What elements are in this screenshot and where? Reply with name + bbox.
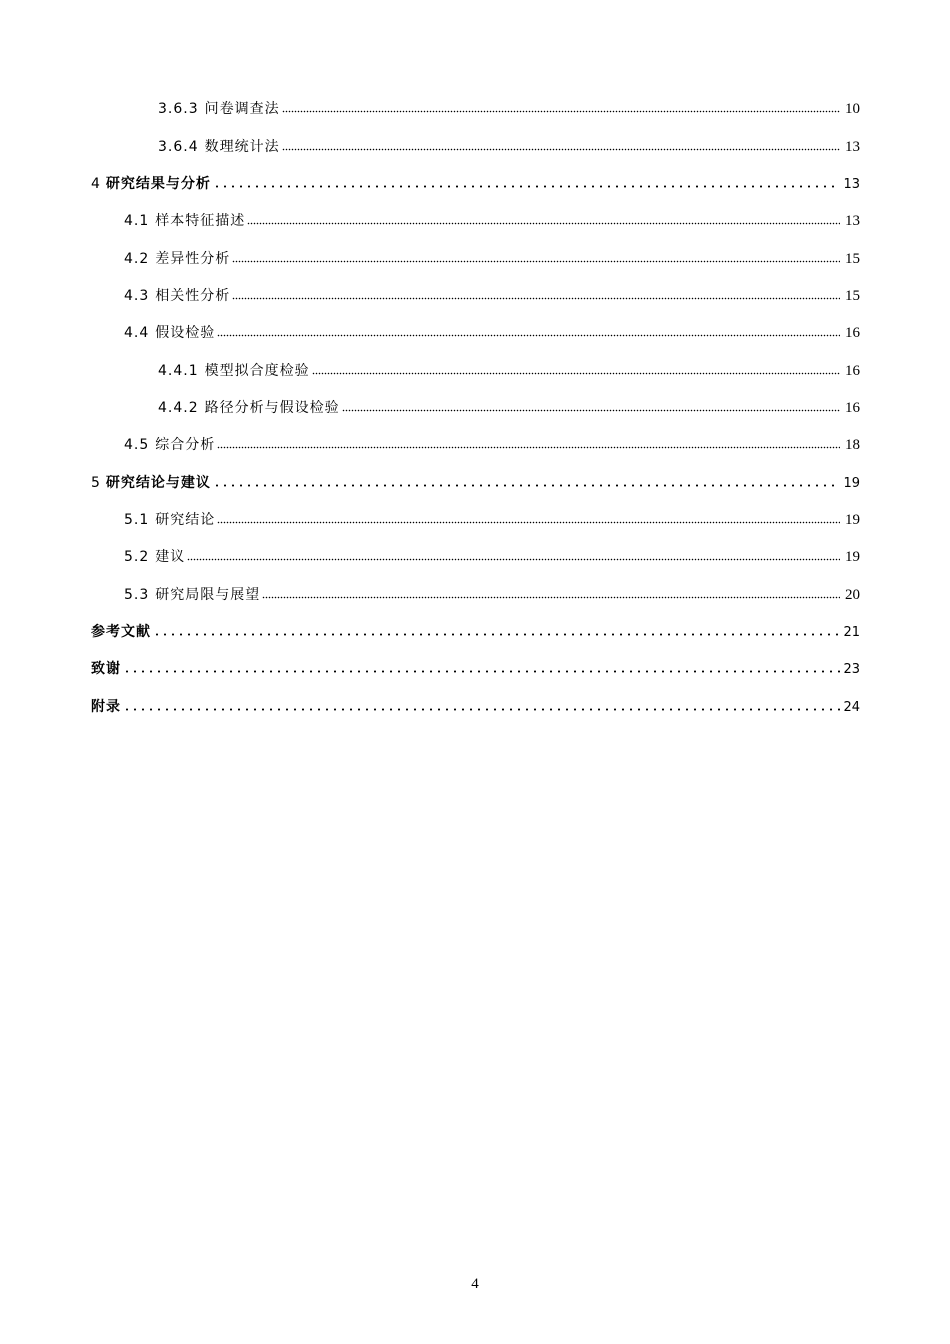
toc-entry-number: 4.4.1 bbox=[158, 363, 199, 379]
toc-entry-number: 4.2 bbox=[124, 251, 150, 267]
toc-entry[interactable] bbox=[124, 321, 860, 345]
toc-entry[interactable] bbox=[91, 657, 860, 681]
toc-entry-title: 致谢 bbox=[91, 661, 121, 677]
toc-entry[interactable] bbox=[124, 247, 860, 271]
toc-entry-page: 21 bbox=[843, 625, 860, 640]
toc-leader-dots bbox=[153, 630, 840, 638]
toc-entry[interactable] bbox=[158, 359, 860, 383]
toc-leader-dots bbox=[282, 107, 840, 115]
toc-leader-dots bbox=[187, 555, 840, 563]
toc-entry-number: 3.6.3 bbox=[158, 101, 199, 117]
toc-entry-page: 19 bbox=[845, 512, 860, 528]
toc-entry-title: 样本特征描述 bbox=[155, 213, 246, 229]
toc-entry-page: 13 bbox=[845, 213, 860, 229]
toc-entry-number: 4.4.2 bbox=[158, 400, 199, 416]
toc-entry[interactable] bbox=[124, 583, 860, 607]
toc-entry-title: 假设检验 bbox=[155, 325, 216, 341]
toc-leader-dots bbox=[213, 182, 840, 190]
toc-leader-dots bbox=[217, 443, 840, 451]
toc-leader-dots bbox=[123, 667, 840, 675]
toc-entry-page: 24 bbox=[843, 700, 860, 715]
toc-entry-page: 20 bbox=[845, 587, 860, 603]
toc-entry[interactable] bbox=[91, 695, 860, 719]
toc-entry-page: 15 bbox=[845, 251, 860, 267]
toc-entry-number: 4.4 bbox=[124, 325, 150, 341]
toc-entry-page: 16 bbox=[845, 400, 860, 416]
toc-entry-title: 研究结论与建议 bbox=[105, 475, 211, 491]
toc-entry-title: 附录 bbox=[91, 699, 121, 715]
toc-entry-title: 路径分析与假设检验 bbox=[204, 400, 340, 416]
toc-entry[interactable] bbox=[124, 545, 860, 569]
toc-entry[interactable] bbox=[158, 135, 860, 159]
toc-entry[interactable] bbox=[124, 209, 860, 233]
toc-entry[interactable] bbox=[158, 97, 860, 121]
toc-entry-title: 相关性分析 bbox=[155, 288, 231, 304]
toc-entry-number: 4 bbox=[91, 176, 101, 192]
toc-leader-dots bbox=[262, 593, 840, 601]
toc-entry[interactable] bbox=[124, 433, 860, 457]
toc-entry-page: 10 bbox=[845, 101, 860, 117]
toc-entry[interactable] bbox=[91, 620, 860, 644]
toc-entry-number: 5.1 bbox=[124, 512, 150, 528]
toc-entry-number: 4.3 bbox=[124, 288, 150, 304]
toc-entry[interactable] bbox=[91, 172, 860, 196]
toc-entry-page: 16 bbox=[845, 363, 860, 379]
page-number: 4 bbox=[471, 1276, 479, 1292]
toc-leader-dots bbox=[123, 705, 840, 713]
toc-entry[interactable] bbox=[158, 396, 860, 420]
toc-entry[interactable] bbox=[91, 471, 860, 495]
toc-entry[interactable] bbox=[124, 284, 860, 308]
toc-entry-title: 数理统计法 bbox=[204, 139, 280, 155]
toc-leader-dots bbox=[217, 331, 840, 339]
toc-entry-title: 建议 bbox=[155, 549, 186, 565]
toc-entry[interactable] bbox=[124, 508, 860, 532]
toc-leader-dots bbox=[213, 481, 840, 489]
toc-leader-dots bbox=[217, 518, 840, 526]
toc-entry-title: 参考文献 bbox=[91, 624, 151, 640]
toc-entry-number: 5.3 bbox=[124, 587, 150, 603]
toc-entry-title: 研究结论 bbox=[155, 512, 216, 528]
toc-entry-page: 15 bbox=[845, 288, 860, 304]
toc-entry-page: 16 bbox=[845, 325, 860, 341]
toc-leader-dots bbox=[312, 369, 840, 377]
toc-entry-title: 差异性分析 bbox=[155, 251, 231, 267]
toc-leader-dots bbox=[232, 257, 840, 265]
toc-leader-dots bbox=[342, 406, 840, 414]
toc-entry-page: 13 bbox=[845, 139, 860, 155]
toc-entry-page: 13 bbox=[843, 177, 860, 192]
toc-entry-number: 3.6.4 bbox=[158, 139, 199, 155]
toc-entry-number: 4.1 bbox=[124, 213, 150, 229]
toc-leader-dots bbox=[232, 294, 840, 302]
toc-leader-dots bbox=[282, 145, 840, 153]
toc-entry-number: 4.5 bbox=[124, 437, 150, 453]
toc-entry-title: 研究结果与分析 bbox=[105, 176, 211, 192]
toc-entry-title: 综合分析 bbox=[155, 437, 216, 453]
toc-leader-dots bbox=[247, 219, 840, 227]
toc-entry-page: 19 bbox=[843, 476, 860, 491]
toc-entry-number: 5 bbox=[91, 475, 101, 491]
toc-entry-title: 问卷调查法 bbox=[204, 101, 280, 117]
toc-entry-number: 5.2 bbox=[124, 549, 150, 565]
toc-entry-title: 研究局限与展望 bbox=[155, 587, 261, 603]
toc-entry-page: 23 bbox=[843, 662, 860, 677]
toc-entry-page: 19 bbox=[845, 549, 860, 565]
toc-entry-title: 模型拟合度检验 bbox=[204, 363, 310, 379]
toc-entry-page: 18 bbox=[845, 437, 860, 453]
